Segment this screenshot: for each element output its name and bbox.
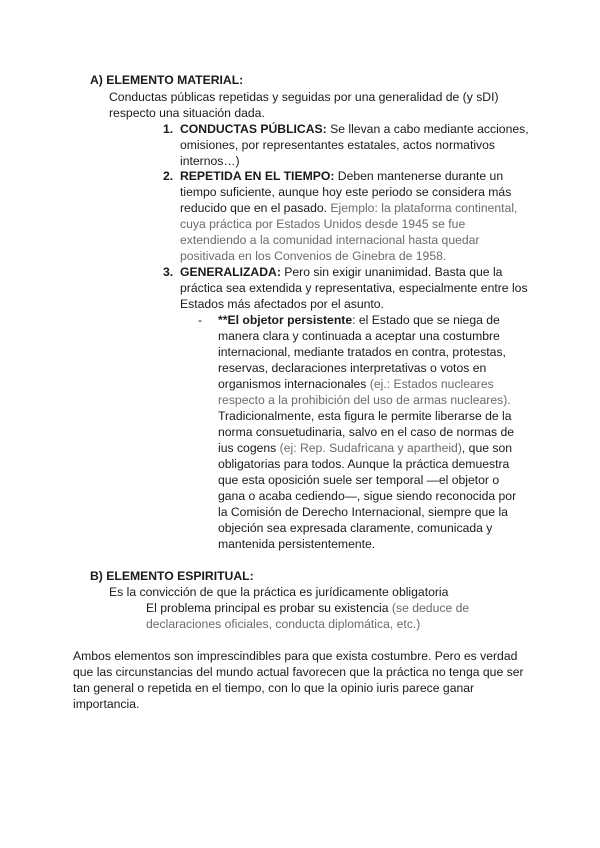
- problem-text: El problema principal es probar su existencia: [146, 601, 389, 615]
- item-title: REPETIDA EN EL TIEMPO:: [180, 169, 335, 183]
- item-text: Se llevan a cabo mediante acciones, omisiones, por representantes estatales, actos normativos internos…): [180, 122, 529, 168]
- numbered-item-2: [163, 168, 533, 264]
- problem-example: (se deduce de declaraciones oficiales, conducta diplomática, etc.): [146, 601, 470, 631]
- section-b-intro: Es la convicción de que la práctica es jurídicamente obligatoria: [109, 585, 449, 599]
- bullet-text-1: : el Estado que se niega de manera clara y continuada a aceptar una costumbre internacional, mediante tratados en contra, protestas, reservas, declaraciones interpretativas o votos en organismos internacionales: [218, 313, 506, 391]
- bullet-objetor-persistente: [198, 312, 526, 552]
- item-body: [180, 168, 533, 264]
- bullet-text-2: Tradicionalmente, esta figura le permite liberarse de la norma consuetudinaria, salvo en el caso de normas de ius cogens: [218, 409, 515, 455]
- conclusion-paragraph: Ambos elementos son imprescindibles para que exista costumbre. Pero es verdad que las circunstancias del mundo actual favorecen que la práctica no tenga que ser tan general o repetida en el tiempo, con lo que la opinio iuris parece ganar importancia.: [73, 649, 524, 711]
- section-a-heading: A) ELEMENTO MATERIAL:: [90, 73, 244, 87]
- section-b-problem: [146, 600, 476, 632]
- bullet-example-1: (ej.: Estados nucleares respecto a la prohibición del uso de armas nucleares).: [218, 377, 511, 407]
- bullet-title: El objetor persistente: [227, 313, 353, 327]
- bullet-text-3: , que son obligatorias para todos. Aunque la práctica demuestra que esta oposición suele ser temporal —el objetor o gana o acaba cediendo—, sigue siendo reconocida por la Comisión de Derecho Internacional, siempre que la objeción sea expresada claramente, comunicada y mantenida persistentemente.: [218, 441, 517, 551]
- item-text: Pero sin exigir unanimidad. Basta que la práctica sea extendida y representativa, especialmente entre los Estados más afectados por el asunto.: [180, 265, 528, 311]
- item-title: CONDUCTAS PÚBLICAS:: [180, 122, 327, 136]
- bullet-marker: -: [198, 313, 203, 327]
- bullet-prefix: **: [218, 313, 228, 327]
- section-b-heading: B) ELEMENTO ESPIRITUAL:: [90, 569, 254, 583]
- item-text: Deben mantenerse durante un tiempo suficiente, aunque hoy este periodo se considera más reducido que en el pasado.: [180, 169, 512, 215]
- item-example: Ejemplo: la plataforma continental, cuya práctica por Estados Unidos desde 1945 se fue extendiendo a la comunidad internacional hasta quedar positivada en los Convenios de Ginebra de 1958.: [180, 201, 518, 263]
- item-number: 1.: [163, 122, 174, 136]
- numbered-item-3: [163, 264, 533, 312]
- bullet-example-2: (ej: Rep. Sudafricana y apartheid): [276, 441, 462, 455]
- item-number: 2.: [163, 169, 174, 183]
- section-a-intro: Conductas públicas repetidas y seguidas por una generalidad de (y sDI) respecto una situación dada.: [109, 90, 499, 120]
- item-body: [180, 121, 533, 169]
- item-body: [180, 264, 533, 312]
- item-number: 3.: [163, 265, 174, 279]
- item-title: GENERALIZADA:: [180, 265, 281, 279]
- numbered-item-1: [163, 121, 533, 169]
- bullet-body: [218, 312, 526, 552]
